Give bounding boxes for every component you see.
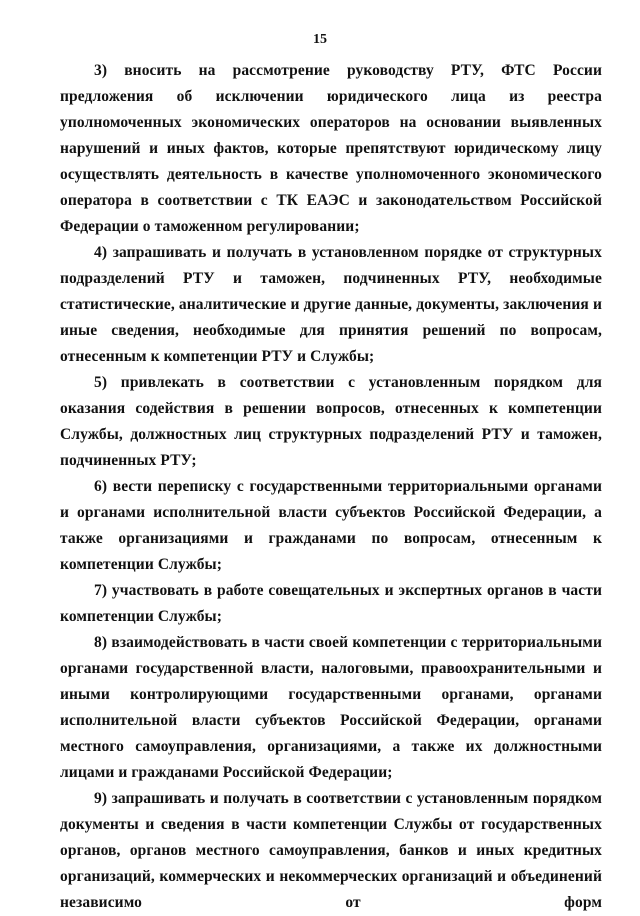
list-item-8: 8) взаимодействовать в части своей компетенции с территориальными органами государственной власти, налоговыми, правоохранительными и иными контролирующими государственными органами, органами исполнительной власти субъектов Российской Федерации, органами местного самоуправления, организациями, а также их должностными лицами и гражданами Российской Федерации; [60, 634, 602, 781]
list-item-3: 3) вносить на рассмотрение руководству РТУ, ФТС России предложения об исключении юридического лица из реестра уполномоченных экономических операторов на основании выявленных нарушений и иных фактов, которые препятствуют юридическому лицу осуществлять деятельность в качестве уполномоченного экономического оператора в соответствии с ТК ЕАЭС и законодательством Российской Федерации о таможенном регулировании; [60, 62, 602, 235]
list-item-9: 9) запрашивать и получать в соответствии с установленным порядком документы и сведения в части компетенции Службы от государственных органов, органов местного самоуправления, банков и иных кредитных организаций, коммерческих и некоммерческих организаций и объединений независимо от форм [60, 790, 602, 911]
document-body [60, 58, 602, 916]
list-item-7: 7) участвовать в работе совещательных и экспертных органов в части компетенции Службы; [60, 582, 602, 625]
page-number: 15 [313, 32, 327, 47]
list-item-4: 4) запрашивать и получать в установленном порядке от структурных подразделений РТУ и таможен, подчиненных РТУ, необходимые статистические, аналитические и другие данные, документы, заключения и иные сведения, необходимые для принятия решений по вопросам, отнесенным к компетенции РТУ и Службы; [60, 244, 602, 365]
list-item-6: 6) вести переписку с государственными территориальными органами и органами исполнительной власти субъектов Российской Федерации, а также организациями и гражданами по вопросам, отнесенным к компетенции Службы; [60, 478, 602, 573]
list-item-5: 5) привлекать в соответствии с установленным порядком для оказания содействия в решении вопросов, отнесенных к компетенции Службы, должностных лиц структурных подразделений РТУ и таможен, подчиненных РТУ; [60, 374, 602, 469]
